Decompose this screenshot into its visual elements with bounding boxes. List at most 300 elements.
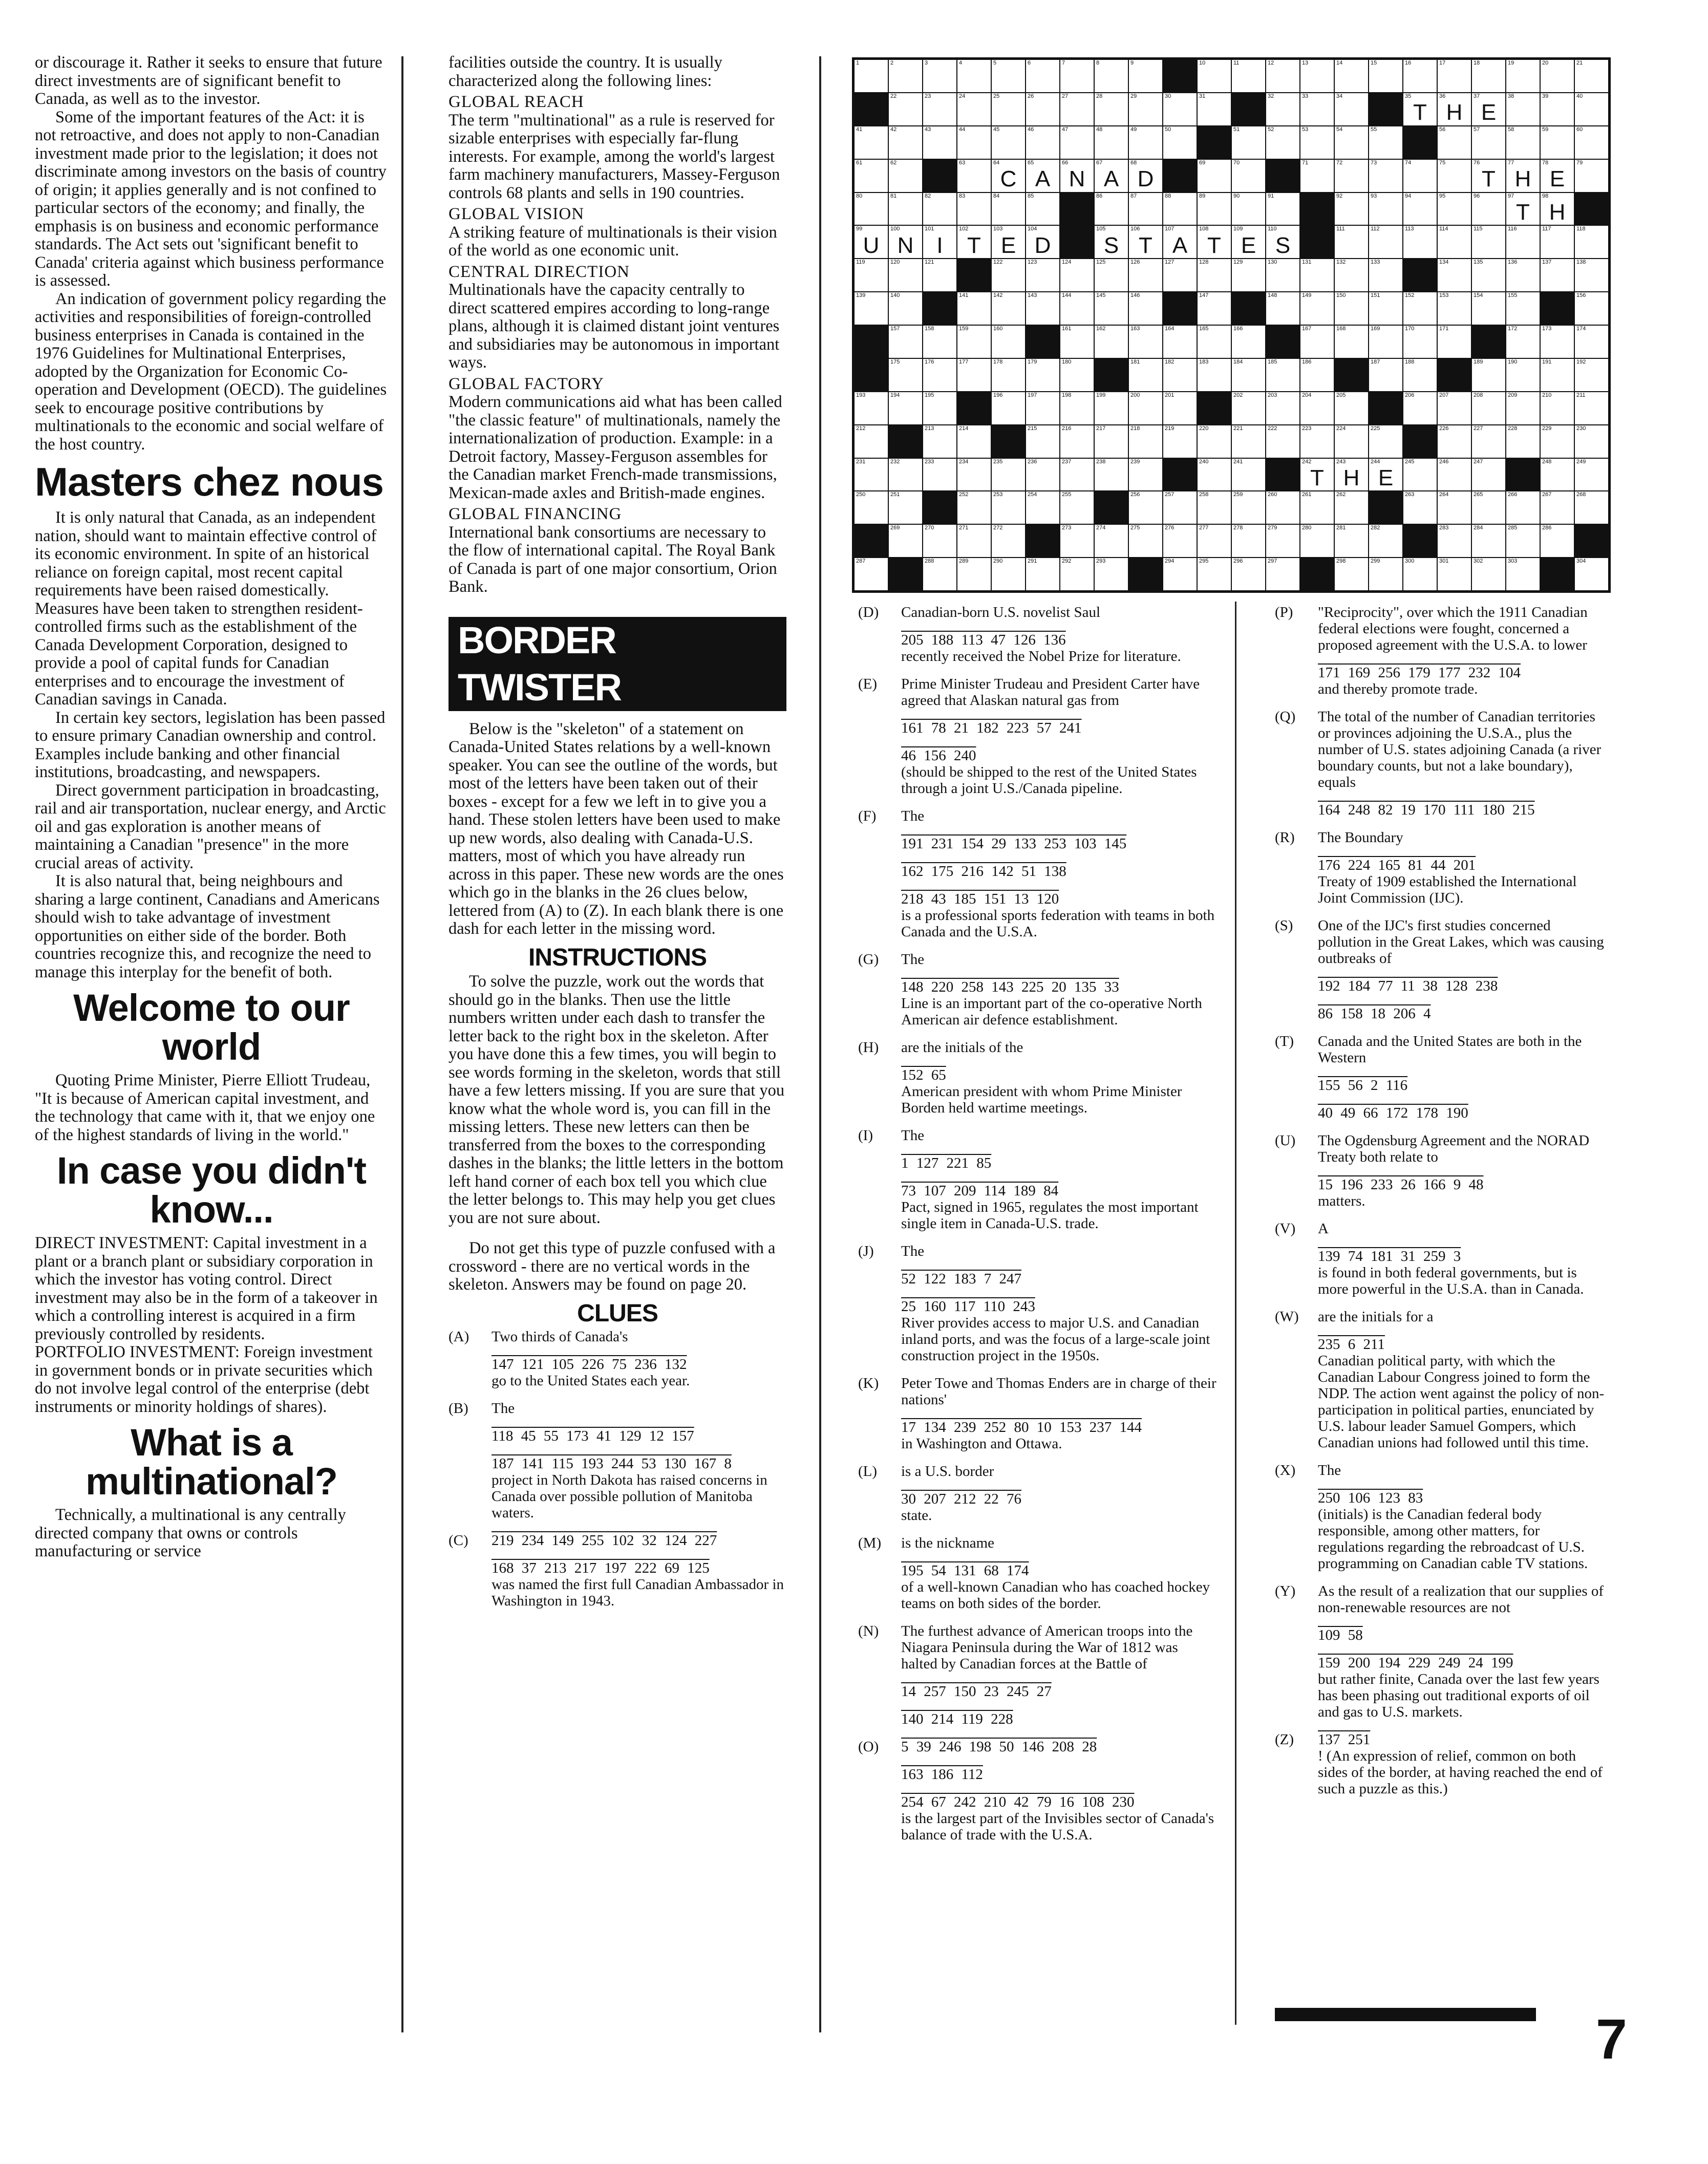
answer-blank-numbers[interactable]: 192 184 77 11 38 128 238: [1318, 978, 1498, 994]
grid-cell[interactable]: [1026, 226, 1059, 258]
grid-cell[interactable]: [957, 160, 991, 192]
grid-cell[interactable]: [1575, 459, 1608, 491]
grid-cell[interactable]: [923, 392, 956, 424]
grid-cell[interactable]: [1472, 226, 1505, 258]
grid-cell[interactable]: [1026, 425, 1059, 458]
grid-cell[interactable]: [1026, 558, 1059, 590]
grid-cell[interactable]: [1060, 60, 1094, 92]
grid-cell[interactable]: [1438, 326, 1471, 358]
grid-cell[interactable]: [1575, 558, 1608, 590]
grid-cell[interactable]: [1060, 126, 1094, 159]
grid-cell[interactable]: [992, 292, 1025, 325]
grid-cell[interactable]: [957, 525, 991, 557]
grid-cell[interactable]: [957, 292, 991, 325]
grid-cell[interactable]: [1472, 525, 1505, 557]
grid-cell[interactable]: [1506, 558, 1540, 590]
grid-cell[interactable]: [1232, 459, 1265, 491]
grid-cell[interactable]: [1198, 491, 1231, 524]
grid-cell[interactable]: [1026, 259, 1059, 291]
grid-cell[interactable]: [1403, 459, 1437, 491]
answer-blank-numbers[interactable]: 139 74 181 31 259 3: [1318, 1248, 1461, 1265]
grid-cell[interactable]: [889, 93, 922, 125]
grid-cell[interactable]: [1541, 193, 1574, 225]
grid-cell[interactable]: [1506, 160, 1540, 192]
grid-cell[interactable]: [1335, 292, 1368, 325]
grid-cell[interactable]: [1198, 226, 1231, 258]
grid-cell[interactable]: [1026, 292, 1059, 325]
grid-cell[interactable]: [1335, 160, 1368, 192]
grid-cell[interactable]: [1060, 93, 1094, 125]
grid-cell[interactable]: [1300, 60, 1334, 92]
answer-blank-numbers[interactable]: 5 39 246 198 50 146 208 28: [901, 1739, 1097, 1755]
grid-cell[interactable]: [1095, 93, 1128, 125]
grid-cell[interactable]: [1095, 459, 1128, 491]
grid-cell[interactable]: [957, 226, 991, 258]
grid-cell[interactable]: [1095, 392, 1128, 424]
grid-cell[interactable]: [1163, 126, 1197, 159]
grid-cell[interactable]: [957, 126, 991, 159]
grid-cell[interactable]: [1198, 292, 1231, 325]
grid-cell[interactable]: [1232, 392, 1265, 424]
answer-blank-numbers[interactable]: 168 37 213 217 197 222 69 125: [492, 1560, 710, 1576]
grid-cell[interactable]: [1198, 93, 1231, 125]
grid-cell[interactable]: [1403, 60, 1437, 92]
grid-cell[interactable]: [1438, 292, 1471, 325]
grid-cell[interactable]: [1369, 292, 1402, 325]
grid-cell[interactable]: [1232, 525, 1265, 557]
grid-cell[interactable]: [1060, 425, 1094, 458]
grid-cell[interactable]: [1369, 525, 1402, 557]
grid-cell[interactable]: [1232, 259, 1265, 291]
grid-cell[interactable]: [1472, 193, 1505, 225]
grid-cell[interactable]: [1026, 160, 1059, 192]
grid-cell[interactable]: [1266, 292, 1299, 325]
grid-cell[interactable]: [1506, 193, 1540, 225]
grid-cell[interactable]: [992, 359, 1025, 391]
grid-cell[interactable]: [1403, 226, 1437, 258]
grid-cell[interactable]: [1472, 126, 1505, 159]
grid-cell[interactable]: [1369, 359, 1402, 391]
answer-blank-numbers[interactable]: 164 248 82 19 170 111 180 215: [1318, 802, 1535, 818]
grid-cell[interactable]: [1472, 459, 1505, 491]
grid-cell[interactable]: [1232, 326, 1265, 358]
grid-cell[interactable]: [1060, 459, 1094, 491]
grid-cell[interactable]: [992, 193, 1025, 225]
grid-cell[interactable]: [1575, 60, 1608, 92]
grid-cell[interactable]: [1266, 491, 1299, 524]
grid-cell[interactable]: [923, 60, 956, 92]
grid-cell[interactable]: [1438, 60, 1471, 92]
grid-cell[interactable]: [1095, 558, 1128, 590]
grid-cell[interactable]: [923, 425, 956, 458]
grid-cell[interactable]: [1060, 525, 1094, 557]
grid-cell[interactable]: [855, 226, 888, 258]
grid-cell[interactable]: [1060, 491, 1094, 524]
answer-blank-numbers[interactable]: 118 45 55 173 41 129 12 157: [492, 1428, 694, 1444]
grid-cell[interactable]: [1163, 558, 1197, 590]
grid-cell[interactable]: [1403, 292, 1437, 325]
grid-cell[interactable]: [957, 193, 991, 225]
grid-cell[interactable]: [992, 459, 1025, 491]
answer-blank-numbers[interactable]: 40 49 66 172 178 190: [1318, 1105, 1468, 1121]
grid-cell[interactable]: [1198, 160, 1231, 192]
grid-cell[interactable]: [1232, 359, 1265, 391]
grid-cell[interactable]: [1095, 193, 1128, 225]
answer-blank-numbers[interactable]: 147 121 105 226 75 236 132: [492, 1356, 687, 1373]
grid-cell[interactable]: [1506, 359, 1540, 391]
grid-cell[interactable]: [1266, 93, 1299, 125]
grid-cell[interactable]: [923, 525, 956, 557]
grid-cell[interactable]: [1095, 226, 1128, 258]
grid-cell[interactable]: [1541, 160, 1574, 192]
grid-cell[interactable]: [1438, 226, 1471, 258]
grid-cell[interactable]: [1403, 93, 1437, 125]
grid-cell[interactable]: [1163, 226, 1197, 258]
grid-cell[interactable]: [1198, 259, 1231, 291]
grid-cell[interactable]: [1575, 359, 1608, 391]
grid-cell[interactable]: [855, 558, 888, 590]
grid-cell[interactable]: [1129, 259, 1162, 291]
grid-cell[interactable]: [1335, 525, 1368, 557]
grid-cell[interactable]: [889, 160, 922, 192]
grid-cell[interactable]: [1575, 326, 1608, 358]
grid-cell[interactable]: [1403, 491, 1437, 524]
grid-cell[interactable]: [1300, 126, 1334, 159]
grid-cell[interactable]: [1541, 326, 1574, 358]
grid-cell[interactable]: [1541, 525, 1574, 557]
grid-cell[interactable]: [1266, 525, 1299, 557]
grid-cell[interactable]: [1472, 259, 1505, 291]
grid-cell[interactable]: [1506, 93, 1540, 125]
grid-cell[interactable]: [1266, 558, 1299, 590]
answer-blank-numbers[interactable]: 187 141 115 193 244 53 130 167 8: [492, 1455, 732, 1472]
grid-cell[interactable]: [1232, 60, 1265, 92]
grid-cell[interactable]: [1335, 326, 1368, 358]
grid-cell[interactable]: [1163, 359, 1197, 391]
grid-cell[interactable]: [1472, 292, 1505, 325]
grid-cell[interactable]: [1232, 193, 1265, 225]
answer-blank-numbers[interactable]: 30 207 212 22 76: [901, 1491, 1021, 1507]
answer-blank-numbers[interactable]: 148 220 258 143 225 20 135 33: [901, 979, 1119, 995]
grid-cell[interactable]: [1198, 459, 1231, 491]
grid-cell[interactable]: [855, 425, 888, 458]
grid-cell[interactable]: [923, 459, 956, 491]
grid-cell[interactable]: [923, 326, 956, 358]
grid-cell[interactable]: [1095, 326, 1128, 358]
grid-cell[interactable]: [923, 226, 956, 258]
grid-cell[interactable]: [1198, 425, 1231, 458]
grid-cell[interactable]: [992, 259, 1025, 291]
grid-cell[interactable]: [1575, 425, 1608, 458]
grid-cell[interactable]: [1541, 259, 1574, 291]
grid-cell[interactable]: [1369, 558, 1402, 590]
answer-blank-numbers[interactable]: 15 196 233 26 166 9 48: [1318, 1176, 1484, 1193]
grid-cell[interactable]: [1369, 459, 1402, 491]
grid-cell[interactable]: [1266, 259, 1299, 291]
grid-cell[interactable]: [1335, 392, 1368, 424]
grid-cell[interactable]: [1129, 359, 1162, 391]
grid-cell[interactable]: [1060, 292, 1094, 325]
grid-cell[interactable]: [1438, 392, 1471, 424]
grid-cell[interactable]: [1232, 226, 1265, 258]
grid-cell[interactable]: [855, 60, 888, 92]
grid-cell[interactable]: [1129, 93, 1162, 125]
grid-cell[interactable]: [889, 491, 922, 524]
grid-cell[interactable]: [1129, 126, 1162, 159]
grid-cell[interactable]: [1163, 491, 1197, 524]
grid-cell[interactable]: [889, 126, 922, 159]
grid-cell[interactable]: [1300, 425, 1334, 458]
grid-cell[interactable]: [1575, 392, 1608, 424]
grid-cell[interactable]: [1266, 60, 1299, 92]
grid-cell[interactable]: [1403, 160, 1437, 192]
answer-blank-numbers[interactable]: 152 65: [901, 1067, 946, 1083]
grid-cell[interactable]: [1506, 326, 1540, 358]
grid-cell[interactable]: [1266, 392, 1299, 424]
grid-cell[interactable]: [889, 326, 922, 358]
grid-cell[interactable]: [889, 193, 922, 225]
grid-cell[interactable]: [923, 193, 956, 225]
grid-cell[interactable]: [1438, 459, 1471, 491]
answer-blank-numbers[interactable]: 140 214 119 228: [901, 1711, 1013, 1727]
answer-blank-numbers[interactable]: 137 251: [1318, 1731, 1371, 1748]
grid-cell[interactable]: [1335, 226, 1368, 258]
grid-cell[interactable]: [1335, 491, 1368, 524]
grid-cell[interactable]: [1266, 126, 1299, 159]
grid-cell[interactable]: [992, 160, 1025, 192]
grid-cell[interactable]: [1335, 558, 1368, 590]
grid-cell[interactable]: [855, 491, 888, 524]
answer-blank-numbers[interactable]: 191 231 154 29 133 253 103 145: [901, 835, 1127, 852]
grid-cell[interactable]: [1575, 160, 1608, 192]
grid-cell[interactable]: [923, 359, 956, 391]
grid-cell[interactable]: [1506, 126, 1540, 159]
grid-cell[interactable]: [855, 160, 888, 192]
grid-cell[interactable]: [1060, 392, 1094, 424]
answer-blank-numbers[interactable]: 17 134 239 252 80 10 153 237 144: [901, 1419, 1142, 1435]
answer-blank-numbers[interactable]: 171 169 256 179 177 232 104: [1318, 665, 1521, 681]
grid-cell[interactable]: [1541, 60, 1574, 92]
grid-cell[interactable]: [1438, 558, 1471, 590]
grid-cell[interactable]: [1369, 425, 1402, 458]
grid-cell[interactable]: [1198, 60, 1231, 92]
grid-cell[interactable]: [855, 292, 888, 325]
grid-cell[interactable]: [1300, 459, 1334, 491]
grid-cell[interactable]: [957, 558, 991, 590]
grid-cell[interactable]: [1369, 226, 1402, 258]
grid-cell[interactable]: [1335, 193, 1368, 225]
grid-cell[interactable]: [1095, 292, 1128, 325]
grid-cell[interactable]: [1403, 193, 1437, 225]
grid-cell[interactable]: [1129, 491, 1162, 524]
answer-blank-numbers[interactable]: 161 78 21 182 223 57 241: [901, 720, 1082, 736]
grid-cell[interactable]: [1095, 525, 1128, 557]
grid-cell[interactable]: [1060, 359, 1094, 391]
answer-blank-numbers[interactable]: 86 158 18 206 4: [1318, 1005, 1431, 1022]
grid-cell[interactable]: [1335, 60, 1368, 92]
grid-cell[interactable]: [1472, 425, 1505, 458]
grid-cell[interactable]: [1198, 326, 1231, 358]
grid-cell[interactable]: [1438, 160, 1471, 192]
grid-cell[interactable]: [1541, 425, 1574, 458]
grid-cell[interactable]: [1541, 392, 1574, 424]
grid-cell[interactable]: [1438, 491, 1471, 524]
grid-cell[interactable]: [1472, 491, 1505, 524]
grid-cell[interactable]: [1129, 60, 1162, 92]
grid-cell[interactable]: [889, 459, 922, 491]
grid-cell[interactable]: [1129, 226, 1162, 258]
grid-cell[interactable]: [1232, 160, 1265, 192]
answer-blank-numbers[interactable]: 155 56 2 116: [1318, 1077, 1408, 1094]
grid-cell[interactable]: [1403, 326, 1437, 358]
grid-cell[interactable]: [1300, 259, 1334, 291]
grid-cell[interactable]: [1198, 558, 1231, 590]
grid-cell[interactable]: [855, 459, 888, 491]
grid-cell[interactable]: [855, 126, 888, 159]
answer-blank-numbers[interactable]: 163 186 112: [901, 1766, 983, 1783]
grid-cell[interactable]: [1403, 558, 1437, 590]
grid-cell[interactable]: [1198, 193, 1231, 225]
grid-cell[interactable]: [1472, 558, 1505, 590]
grid-cell[interactable]: [1472, 359, 1505, 391]
grid-cell[interactable]: [992, 525, 1025, 557]
grid-cell[interactable]: [1575, 491, 1608, 524]
answer-blank-numbers[interactable]: 218 43 185 151 13 120: [901, 891, 1059, 907]
grid-cell[interactable]: [1026, 459, 1059, 491]
grid-cell[interactable]: [1506, 226, 1540, 258]
grid-cell[interactable]: [1095, 60, 1128, 92]
grid-cell[interactable]: [1026, 491, 1059, 524]
grid-cell[interactable]: [1506, 525, 1540, 557]
grid-cell[interactable]: [1060, 259, 1094, 291]
grid-cell[interactable]: [1335, 126, 1368, 159]
grid-cell[interactable]: [1335, 93, 1368, 125]
grid-cell[interactable]: [957, 359, 991, 391]
grid-cell[interactable]: [1438, 525, 1471, 557]
grid-cell[interactable]: [1506, 259, 1540, 291]
grid-cell[interactable]: [1335, 259, 1368, 291]
grid-cell[interactable]: [889, 392, 922, 424]
grid-cell[interactable]: [957, 425, 991, 458]
grid-cell[interactable]: [1266, 193, 1299, 225]
grid-cell[interactable]: [1541, 491, 1574, 524]
answer-blank-numbers[interactable]: 25 160 117 110 243: [901, 1298, 1035, 1315]
grid-cell[interactable]: [1300, 525, 1334, 557]
grid-cell[interactable]: [1163, 525, 1197, 557]
grid-cell[interactable]: [1266, 359, 1299, 391]
grid-cell[interactable]: [1129, 525, 1162, 557]
grid-cell[interactable]: [1300, 292, 1334, 325]
grid-cell[interactable]: [1266, 226, 1299, 258]
grid-cell[interactable]: [1163, 425, 1197, 458]
grid-cell[interactable]: [1506, 292, 1540, 325]
grid-cell[interactable]: [1026, 60, 1059, 92]
grid-cell[interactable]: [957, 491, 991, 524]
grid-cell[interactable]: [889, 60, 922, 92]
grid-cell[interactable]: [1129, 425, 1162, 458]
answer-blank-numbers[interactable]: 109 58: [1318, 1627, 1363, 1643]
grid-cell[interactable]: [992, 491, 1025, 524]
grid-cell[interactable]: [1060, 558, 1094, 590]
grid-cell[interactable]: [1335, 425, 1368, 458]
grid-cell[interactable]: [1163, 326, 1197, 358]
grid-cell[interactable]: [1541, 126, 1574, 159]
grid-cell[interactable]: [923, 126, 956, 159]
grid-cell[interactable]: [992, 93, 1025, 125]
grid-cell[interactable]: [1232, 425, 1265, 458]
grid-cell[interactable]: [889, 292, 922, 325]
grid-cell[interactable]: [855, 193, 888, 225]
answer-blank-numbers[interactable]: 219 234 149 255 102 32 124 227: [492, 1532, 717, 1549]
grid-cell[interactable]: [1369, 60, 1402, 92]
grid-cell[interactable]: [1163, 93, 1197, 125]
grid-cell[interactable]: [1438, 193, 1471, 225]
grid-cell[interactable]: [1575, 259, 1608, 291]
grid-cell[interactable]: [1438, 425, 1471, 458]
grid-cell[interactable]: [1300, 491, 1334, 524]
answer-blank-numbers[interactable]: 205 188 113 47 126 136: [901, 632, 1066, 648]
grid-cell[interactable]: [1095, 259, 1128, 291]
grid-cell[interactable]: [992, 326, 1025, 358]
grid-cell[interactable]: [855, 259, 888, 291]
grid-cell[interactable]: [1026, 93, 1059, 125]
grid-cell[interactable]: [1575, 93, 1608, 125]
grid-cell[interactable]: [923, 93, 956, 125]
answer-blank-numbers[interactable]: 250 106 123 83: [1318, 1490, 1423, 1506]
grid-cell[interactable]: [1026, 359, 1059, 391]
grid-cell[interactable]: [1060, 326, 1094, 358]
grid-cell[interactable]: [1266, 425, 1299, 458]
grid-cell[interactable]: [1060, 160, 1094, 192]
grid-cell[interactable]: [855, 392, 888, 424]
grid-cell[interactable]: [1232, 558, 1265, 590]
grid-cell[interactable]: [1472, 93, 1505, 125]
grid-cell[interactable]: [1438, 259, 1471, 291]
grid-cell[interactable]: [1026, 193, 1059, 225]
grid-cell[interactable]: [1300, 359, 1334, 391]
grid-cell[interactable]: [1232, 491, 1265, 524]
grid-cell[interactable]: [1163, 259, 1197, 291]
grid-cell[interactable]: [992, 126, 1025, 159]
grid-cell[interactable]: [1129, 292, 1162, 325]
grid-cell[interactable]: [992, 226, 1025, 258]
grid-cell[interactable]: [1438, 93, 1471, 125]
grid-cell[interactable]: [1129, 459, 1162, 491]
grid-cell[interactable]: [1095, 160, 1128, 192]
grid-cell[interactable]: [1369, 326, 1402, 358]
grid-cell[interactable]: [923, 558, 956, 590]
grid-cell[interactable]: [1575, 292, 1608, 325]
grid-cell[interactable]: [1541, 359, 1574, 391]
grid-cell[interactable]: [1026, 392, 1059, 424]
grid-cell[interactable]: [889, 259, 922, 291]
grid-cell[interactable]: [1541, 459, 1574, 491]
answer-blank-numbers[interactable]: 52 122 183 7 247: [901, 1271, 1021, 1287]
grid-cell[interactable]: [1095, 425, 1128, 458]
grid-cell[interactable]: [923, 259, 956, 291]
grid-cell[interactable]: [1129, 326, 1162, 358]
grid-cell[interactable]: [1403, 359, 1437, 391]
grid-cell[interactable]: [992, 558, 1025, 590]
grid-cell[interactable]: [1163, 193, 1197, 225]
grid-cell[interactable]: [1232, 126, 1265, 159]
answer-blank-numbers[interactable]: 176 224 165 81 44 201: [1318, 857, 1476, 873]
grid-cell[interactable]: [957, 60, 991, 92]
grid-cell[interactable]: [1129, 392, 1162, 424]
grid-cell[interactable]: [1300, 392, 1334, 424]
grid-cell[interactable]: [1506, 491, 1540, 524]
grid-cell[interactable]: [1300, 326, 1334, 358]
